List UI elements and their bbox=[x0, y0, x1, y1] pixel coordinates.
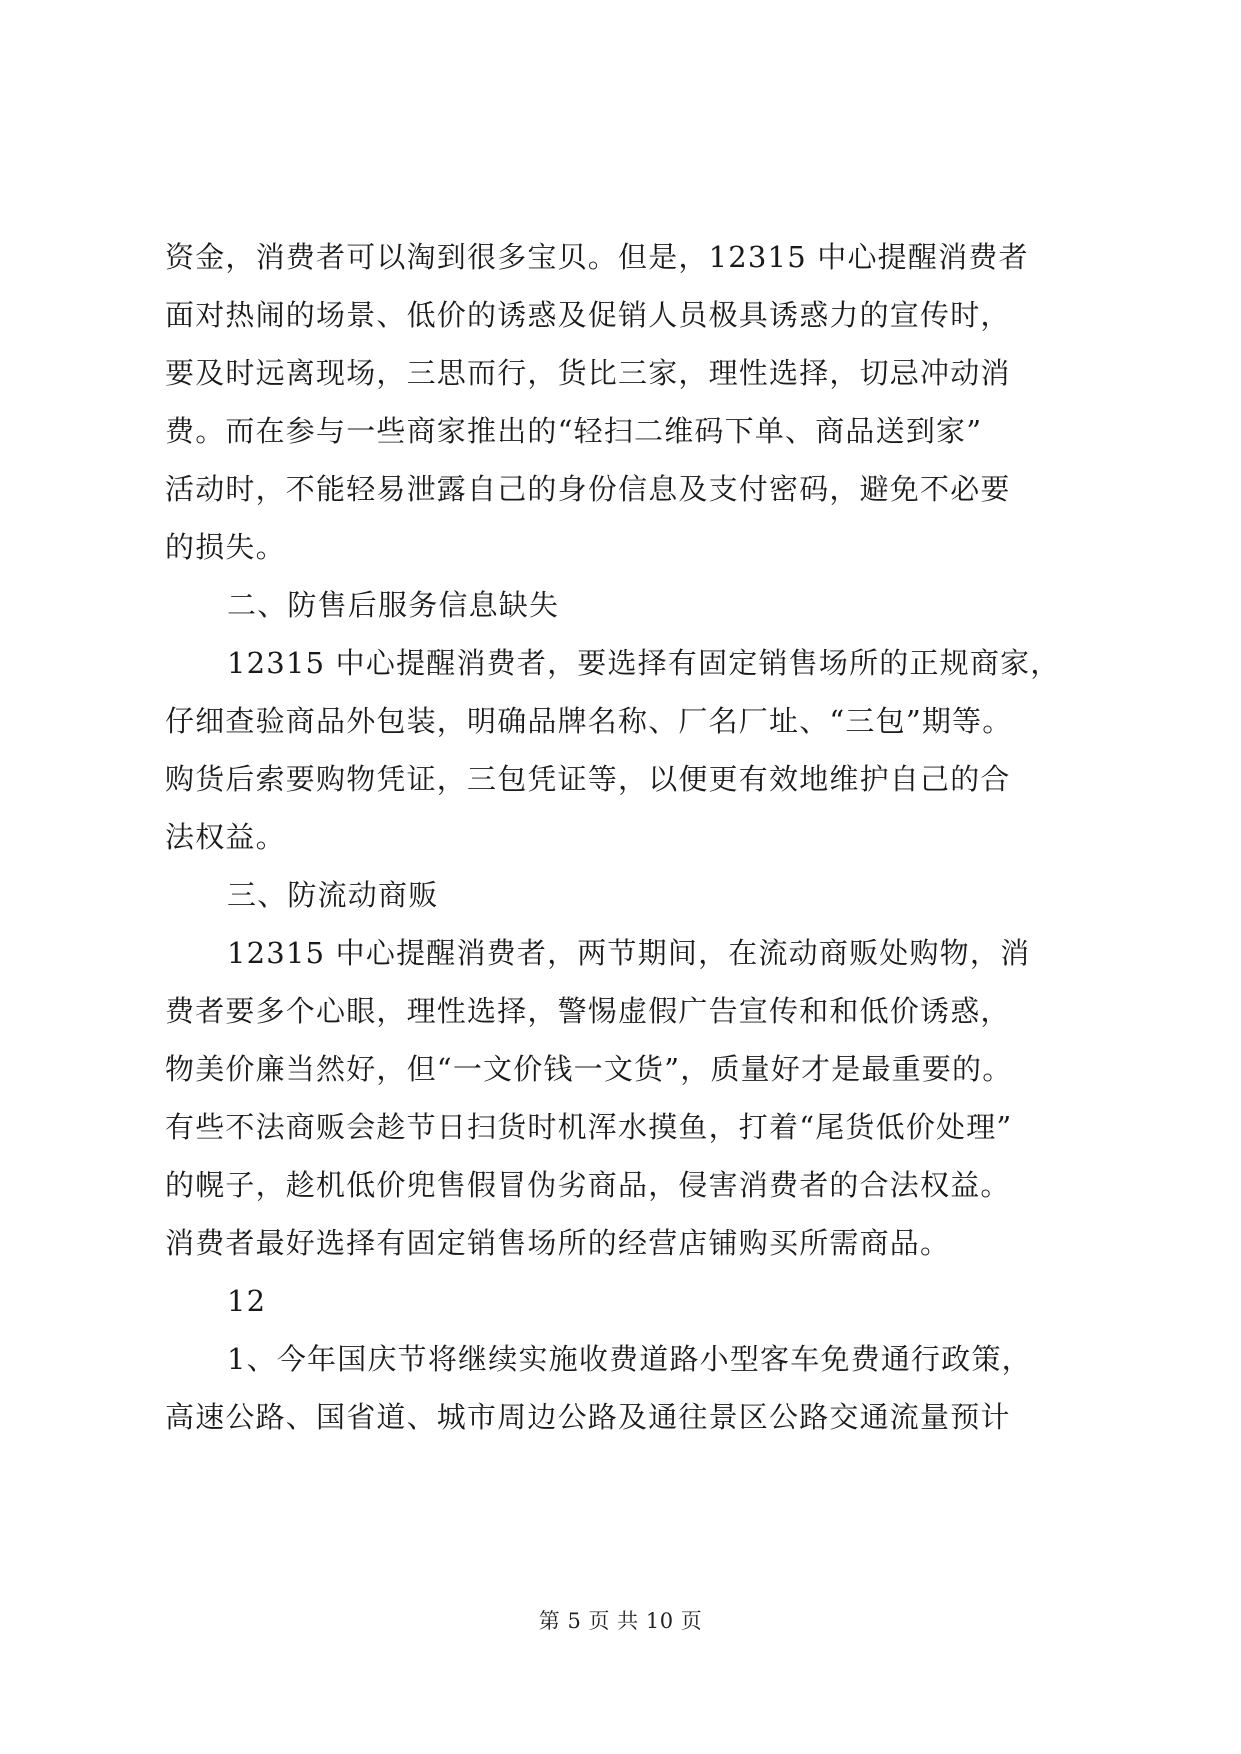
text-line: 购货后索要购物凭证，三包凭证等，以便更有效地维护自己的合 bbox=[165, 762, 1011, 796]
section-heading: 三、防流动商贩 bbox=[227, 878, 439, 912]
text-line: 费者要多个心眼，理性选择，警惕虚假广告宣传和和低价诱惑， bbox=[165, 994, 1011, 1028]
text-line: 有些不法商贩会趁节日扫货时机浑水摸鱼，打着“尾货低价处理” bbox=[165, 1110, 1013, 1144]
text-line: 12315 中心提醒消费者，两节期间，在流动商贩处购物，消 bbox=[227, 936, 1031, 970]
text-line: 活动时，不能轻易泄露自己的身份信息及支付密码，避免不必要 bbox=[165, 472, 1011, 506]
text-line: 费。而在参与一些商家推出的“轻扫二维码下单、商品送到家” bbox=[165, 414, 983, 448]
text-line: 要及时远离现场，三思而行，货比三家，理性选择，切忌冲动消 bbox=[165, 356, 1011, 390]
text-line: 资金，消费者可以淘到很多宝贝。但是，12315 中心提醒消费者 bbox=[165, 240, 1029, 274]
text-line: 的幌子，趁机低价兜售假冒伪劣商品，侵害消费者的合法权益。 bbox=[165, 1168, 1011, 1202]
text-line: 12315 中心提醒消费者，要选择有固定销售场所的正规商家， bbox=[227, 646, 1061, 680]
text-line: 法权益。 bbox=[165, 820, 286, 854]
text-line: 1、今年国庆节将继续实施收费道路小型客车免费通行政策， bbox=[227, 1342, 1032, 1376]
text-line: 消费者最好选择有固定销售场所的经营店铺购买所需商品。 bbox=[165, 1226, 951, 1260]
text-line: 的损失。 bbox=[165, 530, 286, 564]
page-footer: 第 5 页 共 10 页 bbox=[538, 1609, 703, 1633]
text-line: 仔细查验商品外包装，明确品牌名称、厂名厂址、“三包”期等。 bbox=[165, 704, 1013, 738]
text-line: 高速公路、国省道、城市周边公路及通往景区公路交通流量预计 bbox=[165, 1400, 1011, 1434]
text-line: 物美价廉当然好，但“一文价钱一文货”，质量好才是最重要的。 bbox=[165, 1052, 1013, 1086]
body-text bbox=[165, 228, 1085, 1446]
text-line: 面对热闹的场景、低价的诱惑及促销人员极具诱惑力的宣传时， bbox=[165, 298, 1011, 332]
section-heading: 二、防售后服务信息缺失 bbox=[227, 588, 560, 622]
text-line: 12 bbox=[227, 1284, 267, 1318]
